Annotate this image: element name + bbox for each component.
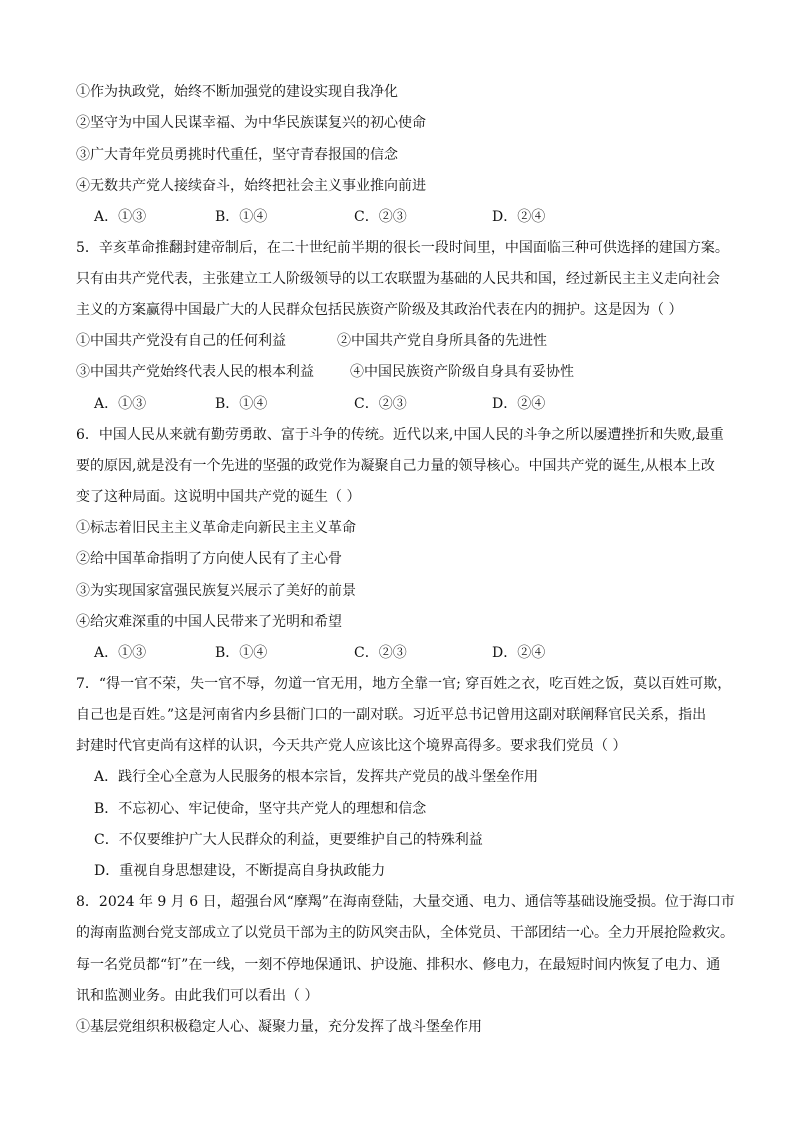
q6-option-d: D．②④: [492, 645, 546, 661]
q6-option-a: A．①③: [94, 645, 147, 661]
q7-option-d: D．重视自身思想建设，不断提高自身执政能力: [94, 863, 386, 879]
q5-option-a: A．①③: [94, 396, 147, 412]
q6-stem-line-1: 6．中国人民从来就有勤劳勇敢、富于斗争的传统。近代以来,中国人民的斗争之所以屡遭挫折和失败,最重: [76, 427, 724, 443]
q6-statement-2: ②给中国革命指明了方向使人民有了主心骨: [76, 551, 342, 567]
q5-statement-3: ③中国共产党始终代表人民的根本利益: [76, 364, 314, 380]
q5-stem-line-1: 5．辛亥革命推翻封建帝制后，在二十世纪前半期的很长一段时间里，中国面临三种可供选择的建国方案。: [76, 240, 729, 256]
q8-statement-1: ①基层党组织积极稳定人心、凝聚力量，充分发挥了战斗堡垒作用: [76, 1019, 482, 1035]
q4-statement-4: ④无数共产党人接续奋斗，始终把社会主义事业推向前进: [76, 178, 426, 194]
q4-statement-1: ①作为执政党，始终不断加强党的建设实现自我净化: [76, 84, 398, 100]
q4-option-c: C．②③: [354, 209, 407, 225]
q6-stem-line-3: 变了这种局面。这说明中国共产党的诞生（ ）: [76, 489, 361, 505]
q6-option-c: C．②③: [354, 645, 407, 661]
q6-statement-3: ③为实现国家富强民族复兴展示了美好的前景: [76, 583, 356, 599]
q6-statement-4: ④给灾难深重的中国人民带来了光明和希望: [76, 614, 342, 630]
q5-stem-line-3: 主义的方案赢得中国最广大的人民群众包括民族资产阶级及其政治代表在内的拥护。这是因为（ ）: [76, 302, 683, 318]
q7-stem-line-3: 封建时代官吏尚有这样的认识，今天共产党人应该比这个境界高得多。要求我们党员（ ）: [76, 738, 627, 754]
q7-option-a: A．践行全心全意为人民服务的根本宗旨，发挥共产党员的战斗堡垒作用: [94, 769, 539, 785]
q8-stem-line-2: 的海南监测台党支部成立了以党员干部为主的防风突击队，全体党员、干部团结一心。全力开展抢险救灾。: [76, 925, 734, 941]
q5-option-d: D．②④: [492, 396, 546, 412]
q4-option-d: D．②④: [492, 209, 546, 225]
q6-statement-1: ①标志着旧民主主义革命走向新民主主义革命: [76, 520, 356, 536]
q6-option-b: B．①④: [215, 645, 268, 661]
q4-statement-2: ②坚守为中国人民谋幸福、为中华民族谋复兴的初心使命: [76, 115, 426, 131]
q7-option-c: C．不仅要维护广大人民群众的利益，更要维护自己的特殊利益: [94, 832, 483, 848]
q4-option-b: B．①④: [215, 209, 268, 225]
q5-option-c: C．②③: [354, 396, 407, 412]
q5-option-b: B．①④: [215, 396, 268, 412]
q5-statement-2: ②中国共产党自身所具备的先进性: [337, 333, 547, 349]
q5-stem-line-2: 只有由共产党代表，主张建立工人阶级领导的以工农联盟为基础的人民共和国，经过新民主主义走向社会: [76, 271, 720, 287]
q4-option-a: A．①③: [94, 209, 147, 225]
q8-stem-line-1: 8．2024 年 9 月 6 日，超强台风“摩羯”在海南登陆，大量交通、电力、通信等基础设施受损。位于海口市: [76, 894, 735, 910]
q7-option-b: B．不忘初心、牢记使命，坚守共产党人的理想和信念: [94, 801, 427, 817]
q6-stem-line-2: 要的原因,就是没有一个先进的坚强的政党作为凝聚自己力量的领导核心。中国共产党的诞生,从根本上改: [76, 458, 715, 474]
q4-statement-3: ③广大青年党员勇挑时代重任，坚守青春报国的信念: [76, 147, 398, 163]
q7-stem-line-2: 自己也是百姓。”这是河南省内乡县衙门口的一副对联。习近平总书记曾用这副对联阐释官民关系，指出: [76, 707, 707, 723]
q5-statement-1: ①中国共产党没有自己的任何利益: [76, 333, 286, 349]
q5-statement-4: ④中国民族资产阶级自身具有妥协性: [350, 364, 574, 380]
q7-stem-line-1: 7．“得一官不荣，失一官不辱，勿道一官无用，地方全靠一官; 穿百姓之衣，吃百姓之饭，莫以百姓可欺，: [76, 676, 732, 692]
q8-stem-line-3: 每一名党员都“钉”在一线，一刻不停地保通讯、护设施、排积水、修电力，在最短时间内恢复了电力、通: [76, 957, 721, 973]
q8-stem-line-4: 讯和监测业务。由此我们可以看出（ ）: [76, 988, 319, 1004]
